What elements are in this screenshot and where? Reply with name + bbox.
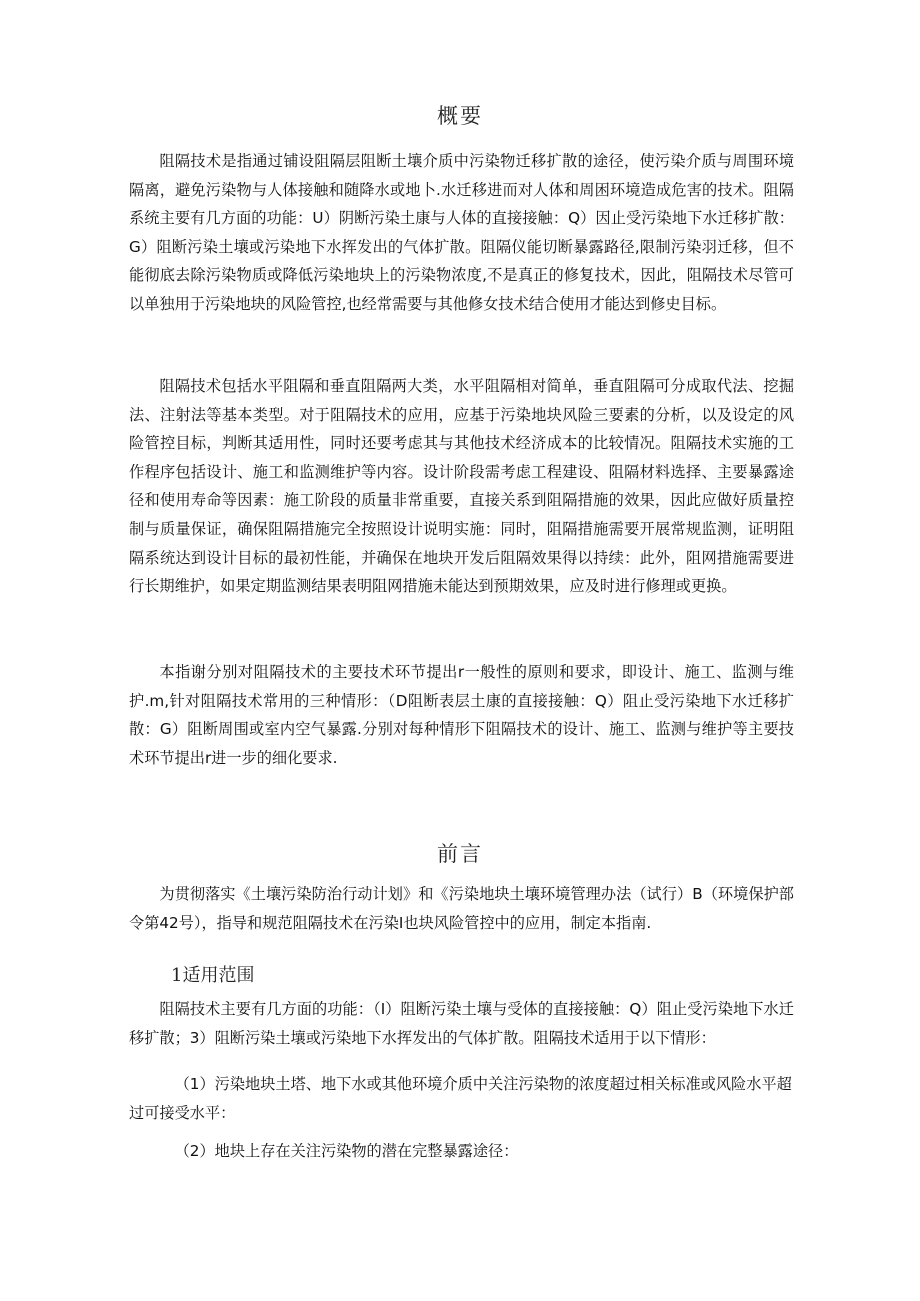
scope-list-item: （1）污染地块土塔、地下水或其他环境介质中关注污染物的浓度超过相关标准或风险水平超过可接受水平： bbox=[129, 1075, 792, 1122]
summary-paragraph-3: 本指谢分别对阻隔技术的主要技术环节提出r一般性的原则和要求，即设计、施工、监测与维护.m,针对阻隔技术常用的三种情形：（D阻断表层土康的直接接触：Q）阻止受污染地下水迁移扩散：G）阻断周围或室内空气暴露.分别对每种情形下阻隔技术的设计、施工、监测与维护等主要技术环节提出r进一步的细化要求. bbox=[129, 663, 794, 767]
summary-paragraph-1: 阻隔技术是指通过铺设阻隔层阻断土壤介质中污染物迁移扩散的途径，使污染介质与周围环境隔离，避免污染物与人体接触和随降水或地卜.水迁移进而对人体和周困环境造成危害的技术。阻隔系统主要有几方面的功能：U）阴断污染土康与人体的直接接触：Q）因止受污染地下水迁移扩散：G）阻断污染土壤或污染地下水挥发出的气体扩散。阻隔仪能切断暴露路径,限制污染羽迁移，但不能彻底去除污染物质或降低污染地块上的污染物浓度,不是真正的修复技术，因此，阻隔技术尽管可以单独用于污染地块的风险管控,也经常需要与其他修女技术结合使用才能达到修史目标。 bbox=[129, 152, 794, 313]
scope-list-item: （2）地块上存在关注污染物的潜在完整暴露途径： bbox=[174, 1142, 519, 1160]
summary-paragraph-2: 阻隔技术包括水平阻隔和垂直阻隔两大类，水平阻隔相对简单，垂直阻隔可分成取代法、挖掘法、注射法等基本类型。对于阻隔技术的应用，应基于污染地块风险三要素的分析，以及设定的风险管控目标，判断其适用性，同时还要考虑其与其他技术经济成本的比较情况。阻隔技术实施的工作程序包括设计、施工和监测维护等内容。设计阶段需考虑工程建设、阻隔材料选择、主要暴露途径和使用寿命等因素：施工阶段的质量非常重要，直接关系到阻隔措施的效果，因此应做好质量控制与质量保证，确保阻隔措施完全按照设计说明实施：同时，阻隔措施需要开展常规监测，证明阻隔系统达到设计目标的最初性能，并确保在地块开发后阻隔效果得以持续：此外，阻网措施需要进行长期维护，如果定期监测结果表明阻网措施未能达到预期效果，应及时进行修理或更换。 bbox=[129, 377, 794, 596]
scope-paragraph: 阻隔技术主要有几方面的功能：（I）阻断污染土壤与受体的直接接触：Q）阻止受污染地下水迁移扩散；3）阻断污染土壤或污染地下水挥发出的气体扩散。阻隔技术适用于以下情形： bbox=[129, 1000, 794, 1047]
preface-title: 前言 bbox=[437, 842, 483, 866]
scope-section-title: 1适用范围 bbox=[171, 965, 255, 986]
summary-title: 概要 bbox=[437, 104, 483, 128]
preface-paragraph: 为贯彻落实《土壤污染防治行动计划》和《污染地块土壤环境管理办法（试行）B（环境保护部令第42号），指导和规范阻隔技术在污染I也块风险管控中的应用，制定本指南. bbox=[129, 885, 794, 932]
